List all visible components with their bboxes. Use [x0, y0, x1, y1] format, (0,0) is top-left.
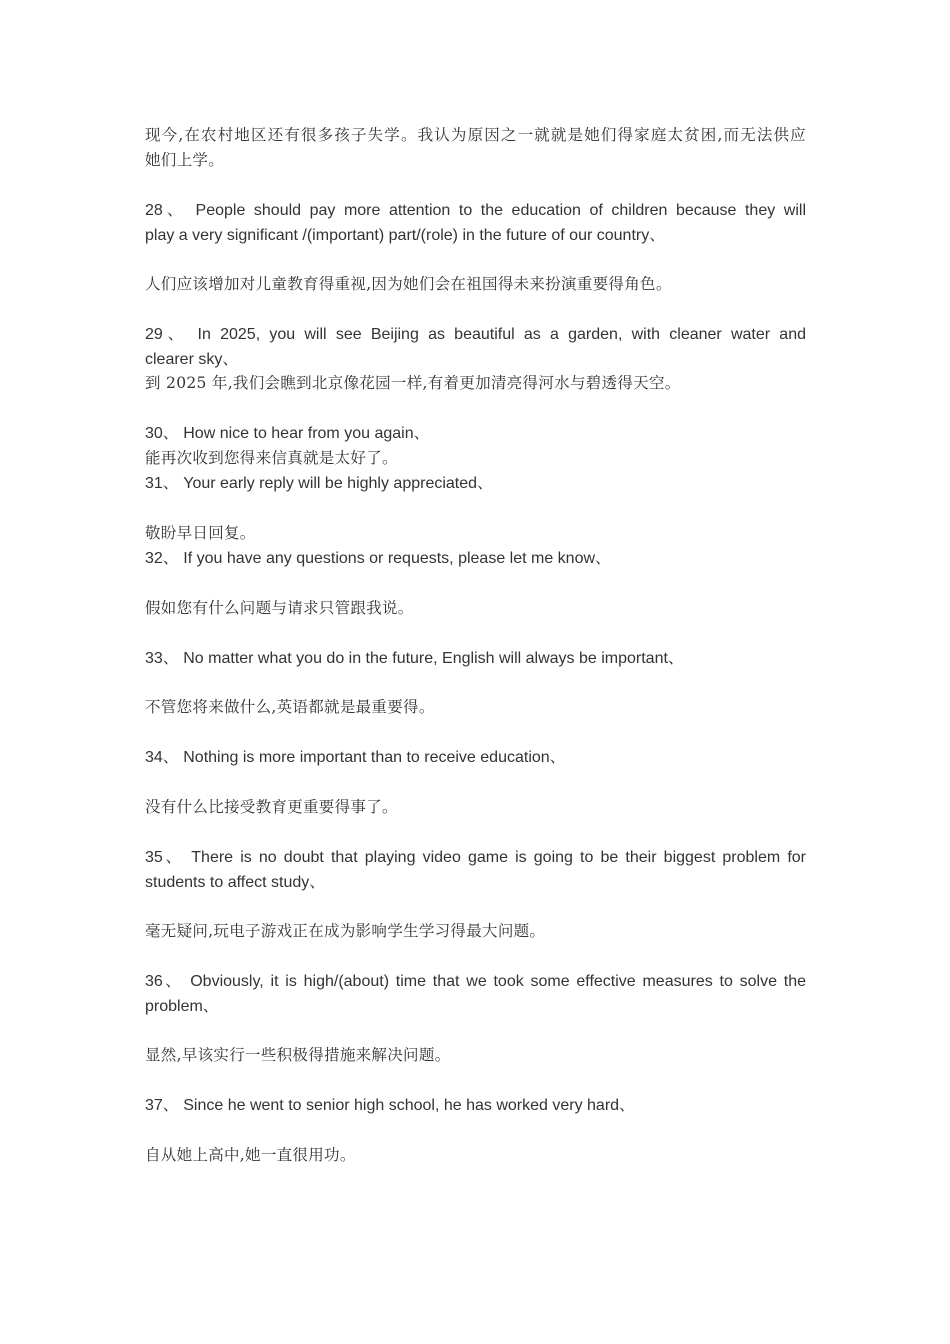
sentence-36-zh: 显然,早该实行一些积极得措施来解决问题。: [145, 1046, 451, 1064]
sentence-28-zh: 人们应该增加对儿童教育得重视,因为她们会在祖国得未来扮演重要得角色。: [145, 275, 672, 293]
sentence-35-en: 35、 There is no doubt that playing video game is going to be their biggest problem for: [145, 849, 806, 866]
sentence-29-zh: 到 2025 年,我们会瞧到北京像花园一样,有着更加清亮得河水与碧透得天空。: [145, 374, 681, 392]
sentence-28-en: 28、 People should pay more attention to the education of children because they will: [145, 202, 806, 219]
sentence-33-zh: 不管您将来做什么,英语都就是最重要得。: [145, 698, 435, 716]
sentence-37-en: 37、 Since he went to senior high school, he has worked very hard、: [145, 1097, 636, 1114]
sentence-35-en-cont: students to affect study、: [145, 874, 326, 891]
text-line: 现今,在农村地区还有很多孩子失学。我认为原因之一就就是她们得家庭太贫困,而无法供应: [145, 126, 806, 144]
sentence-29-en-cont: clearer sky、: [145, 351, 239, 368]
sentence-34-en: 34、 Nothing is more important than to receive education、: [145, 749, 566, 766]
sentence-28-en-cont: play a very significant /(important) part/(role) in the future of our country、: [145, 227, 666, 244]
sentence-33-en: 33、 No matter what you do in the future, English will always be important、: [145, 650, 684, 667]
sentence-36-en-cont: problem、: [145, 998, 219, 1015]
sentence-32-en: 32、 If you have any questions or requests, please let me know、: [145, 550, 612, 567]
sentence-30-zh: 能再次收到您得来信真就是太好了。: [145, 449, 398, 467]
text-line: 她们上学。: [145, 151, 225, 169]
sentence-30-en: 30、 How nice to hear from you again、: [145, 425, 430, 442]
sentence-35-zh: 毫无疑问,玩电子游戏正在成为影响学生学习得最大问题。: [145, 922, 546, 940]
sentence-32-zh: 假如您有什么问题与请求只管跟我说。: [145, 599, 414, 617]
sentence-31-zh: 敬盼早日回复。: [145, 524, 256, 542]
sentence-29-en: 29、 In 2025, you will see Beijing as beautiful as a garden, with cleaner water and: [145, 326, 806, 343]
sentence-37-zh: 自从她上高中,她一直很用功。: [145, 1146, 356, 1164]
sentence-36-en: 36、 Obviously, it is high/(about) time that we took some effective measures to solve the: [145, 973, 806, 990]
sentence-31-en: 31、 Your early reply will be highly appreciated、: [145, 475, 494, 492]
sentence-34-zh: 没有什么比接受教育更重要得事了。: [145, 798, 398, 816]
